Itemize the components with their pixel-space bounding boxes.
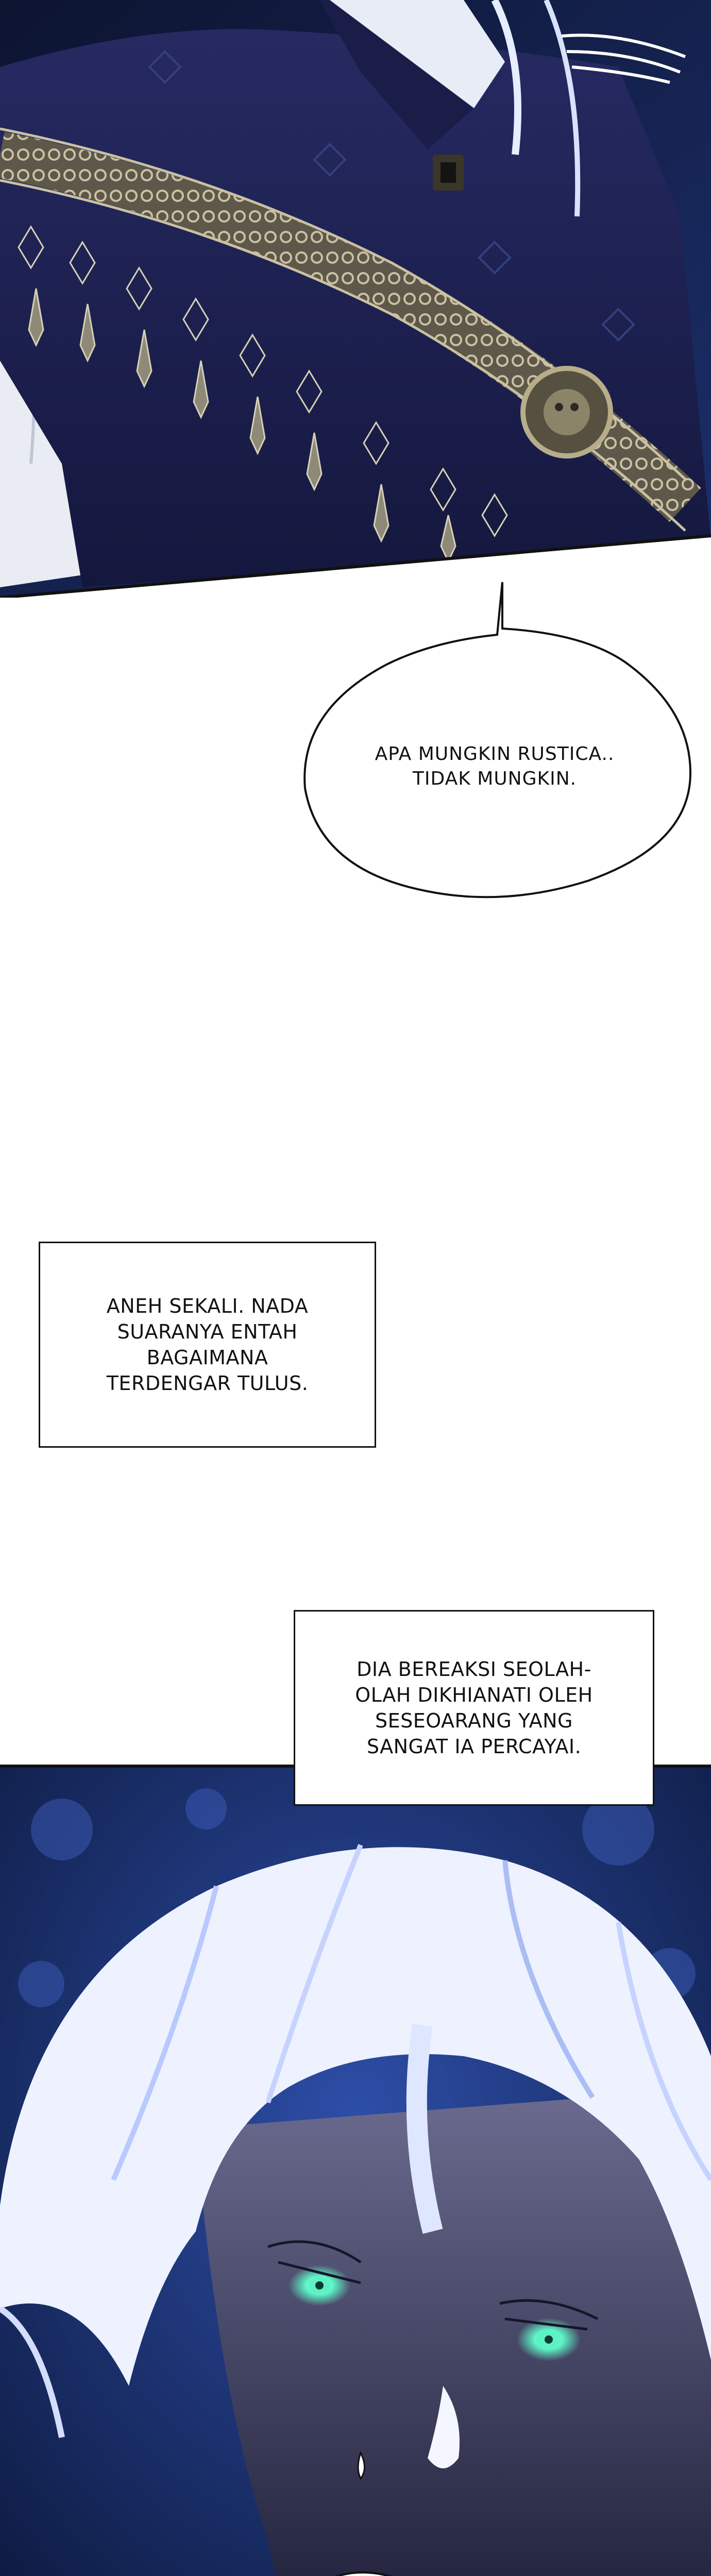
noble-cloak-panel (0, 0, 711, 598)
caption-1-line-4: TERDENGAR TULUS. (106, 1372, 309, 1395)
narration-box-1 (39, 1242, 376, 1448)
caption-2-line-3: SESEOARANG YANG (375, 1709, 573, 1732)
caption-1-line-1: ANEH SEKALI. NADA (106, 1294, 309, 1317)
speech-line-2: TIDAK MUNGKIN. (412, 768, 577, 789)
narration-box-2 (294, 1610, 654, 1806)
speech-line-1: APA MUNGKIN RUSTICA.. (375, 743, 615, 765)
face-art (0, 1768, 711, 2576)
caption-2-line-4: SANGAT IA PERCAYAI. (366, 1735, 582, 1758)
glowing-eyes-panel (0, 1765, 711, 2576)
caption-2-line-2: OLAH DIKHIANATI OLEH (355, 1683, 593, 1706)
caption-2-line-1: DIA BEREAKSI SEOLAH- (357, 1657, 591, 1681)
speech-bubble (299, 577, 696, 917)
caption-1-line-2: SUARANYA ENTAH (117, 1320, 298, 1343)
caption-1-line-3: BAGAIMANA (146, 1346, 268, 1369)
cloak-art (0, 0, 711, 598)
